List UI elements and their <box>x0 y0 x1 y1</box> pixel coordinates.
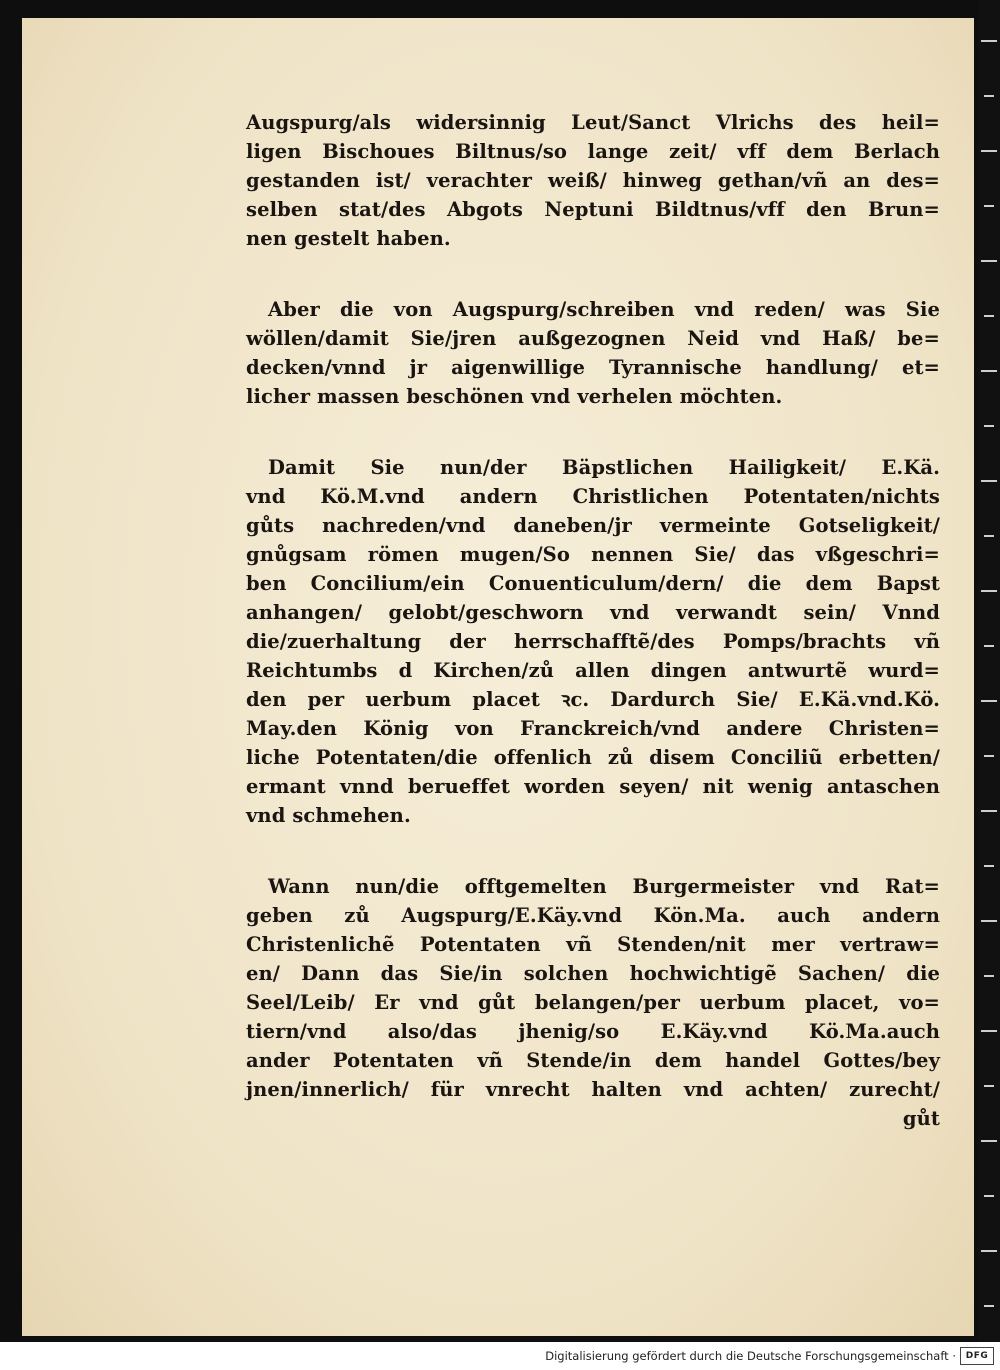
ruler-tick <box>984 425 994 427</box>
text-line: May.den König von Franckreich/vnd andere Christen= <box>246 717 940 740</box>
text-line: ermant vnnd berueffet worden seyen/ nit wenig antaschen <box>246 775 940 798</box>
catchword: gůt <box>902 1107 940 1130</box>
ruler-tick <box>984 315 994 317</box>
text-line: geben zů Augspurg/E.Käy.vnd Kön.Ma. auch andern <box>246 904 940 927</box>
ruler-tick <box>984 205 994 207</box>
text-line: Wann nun/die offtgemelten Burgermeister vnd Rat= <box>268 875 940 898</box>
paragraph-1 <box>246 108 940 253</box>
text-line: Christenlichẽ Potentaten vñ Stenden/nit mer vertraw= <box>246 933 940 956</box>
footer-bar <box>0 1342 1000 1370</box>
text-line: en/ Dann das Sie/in solchen hochwichtigẽ Sachen/ die <box>246 962 940 985</box>
text-line: decken/vnnd jr aigenwillige Tyrannische handlung/ et= <box>246 356 940 379</box>
text-line: vnd schmehen. <box>246 804 411 827</box>
text-line: tiern/vnd also/das jhenig/so E.Käy.vnd Kö.Ma.auch <box>246 1020 940 1043</box>
text-line: licher massen beschönen vnd verhelen möchten. <box>246 385 783 408</box>
ruler-tick <box>984 1195 994 1197</box>
ruler-tick <box>984 535 994 537</box>
body-text <box>246 108 940 1133</box>
text-line: ander Potentaten vñ Stende/in dem handel Gottes/bey <box>246 1049 940 1072</box>
text-line: ligen Bischoues Biltnus/so lange zeit/ vff dem Berlach <box>246 140 940 163</box>
text-line: gestanden ist/ verachter weiß/ hinweg gethan/vñ an des= <box>246 169 940 192</box>
ruler-tick <box>981 150 997 152</box>
ruler-tick <box>981 1250 997 1252</box>
text-line: jnen/innerlich/ für vnrecht halten vnd achten/ zurecht/ <box>246 1078 940 1101</box>
ruler-tick <box>981 40 997 42</box>
ruler-tick <box>984 1305 994 1307</box>
paragraph-2 <box>246 295 940 411</box>
text-line: wöllen/damit Sie/jren außgezognen Neid vnd Haß/ be= <box>246 327 940 350</box>
ruler-tick <box>981 370 997 372</box>
ruler-tick <box>984 865 994 867</box>
dfg-logo: DFG <box>960 1347 994 1365</box>
ruler-tick <box>981 260 997 262</box>
text-line: den per uerbum placet ꝛc. Dardurch Sie/ E.Kä.vnd.Kö. <box>246 688 940 711</box>
text-line: gnůgsam römen mugen/So nennen Sie/ das vßgeschri= <box>246 543 940 566</box>
ruler-tick <box>981 480 997 482</box>
ruler-tick <box>981 920 997 922</box>
text-line: anhangen/ gelobt/geschworn vnd verwandt sein/ Vnnd <box>246 601 940 624</box>
ruler-tick <box>981 1140 997 1142</box>
funding-credit: Digitalisierung gefördert durch die Deutsche Forschungsgemeinschaft · <box>545 1349 956 1363</box>
text-line: Aber die von Augspurg/schreiben vnd reden/ was Sie <box>268 298 940 321</box>
ruler-tick <box>981 700 997 702</box>
text-line: gůts nachreden/vnd daneben/jr vermeinte Gotseligkeit/ <box>246 514 940 537</box>
ruler-tick <box>984 975 994 977</box>
ruler-tick <box>984 95 994 97</box>
text-line: Augspurg/als widersinnig Leut/Sanct Vlrichs des heil= <box>246 111 940 134</box>
paragraph-4 <box>246 872 940 1104</box>
text-line: die/zuerhaltung der herrschafftẽ/des Pomps/brachts vñ <box>246 630 940 653</box>
ruler-tick <box>984 755 994 757</box>
paragraph-3 <box>246 453 940 830</box>
ruler-tick <box>981 590 997 592</box>
ruler-tick <box>981 810 997 812</box>
ruler-tick <box>981 1030 997 1032</box>
text-line: selben stat/des Abgots Neptuni Bildtnus/vff den Brun= <box>246 198 940 221</box>
scan-ruler <box>978 0 1000 1342</box>
ruler-tick <box>984 1085 994 1087</box>
text-line: vnd Kö.M.vnd andern Christlichen Potentaten/nichts <box>246 485 940 508</box>
ruler-tick <box>984 645 994 647</box>
text-line: nen gestelt haben. <box>246 227 451 250</box>
text-line: liche Potentaten/die offenlich zů disem Conciliũ erbetten/ <box>246 746 940 769</box>
text-line: Damit Sie nun/der Bäpstlichen Hailigkeit/ E.Kä. <box>268 456 940 479</box>
text-line: Reichtumbs d Kirchen/zů allen dingen antwurtẽ wurd= <box>246 659 940 682</box>
text-line: Seel/Leib/ Er vnd gůt belangen/per uerbum placet, vo= <box>246 991 940 1014</box>
text-line: ben Concilium/ein Conuenticulum/dern/ die dem Bapst <box>246 572 940 595</box>
